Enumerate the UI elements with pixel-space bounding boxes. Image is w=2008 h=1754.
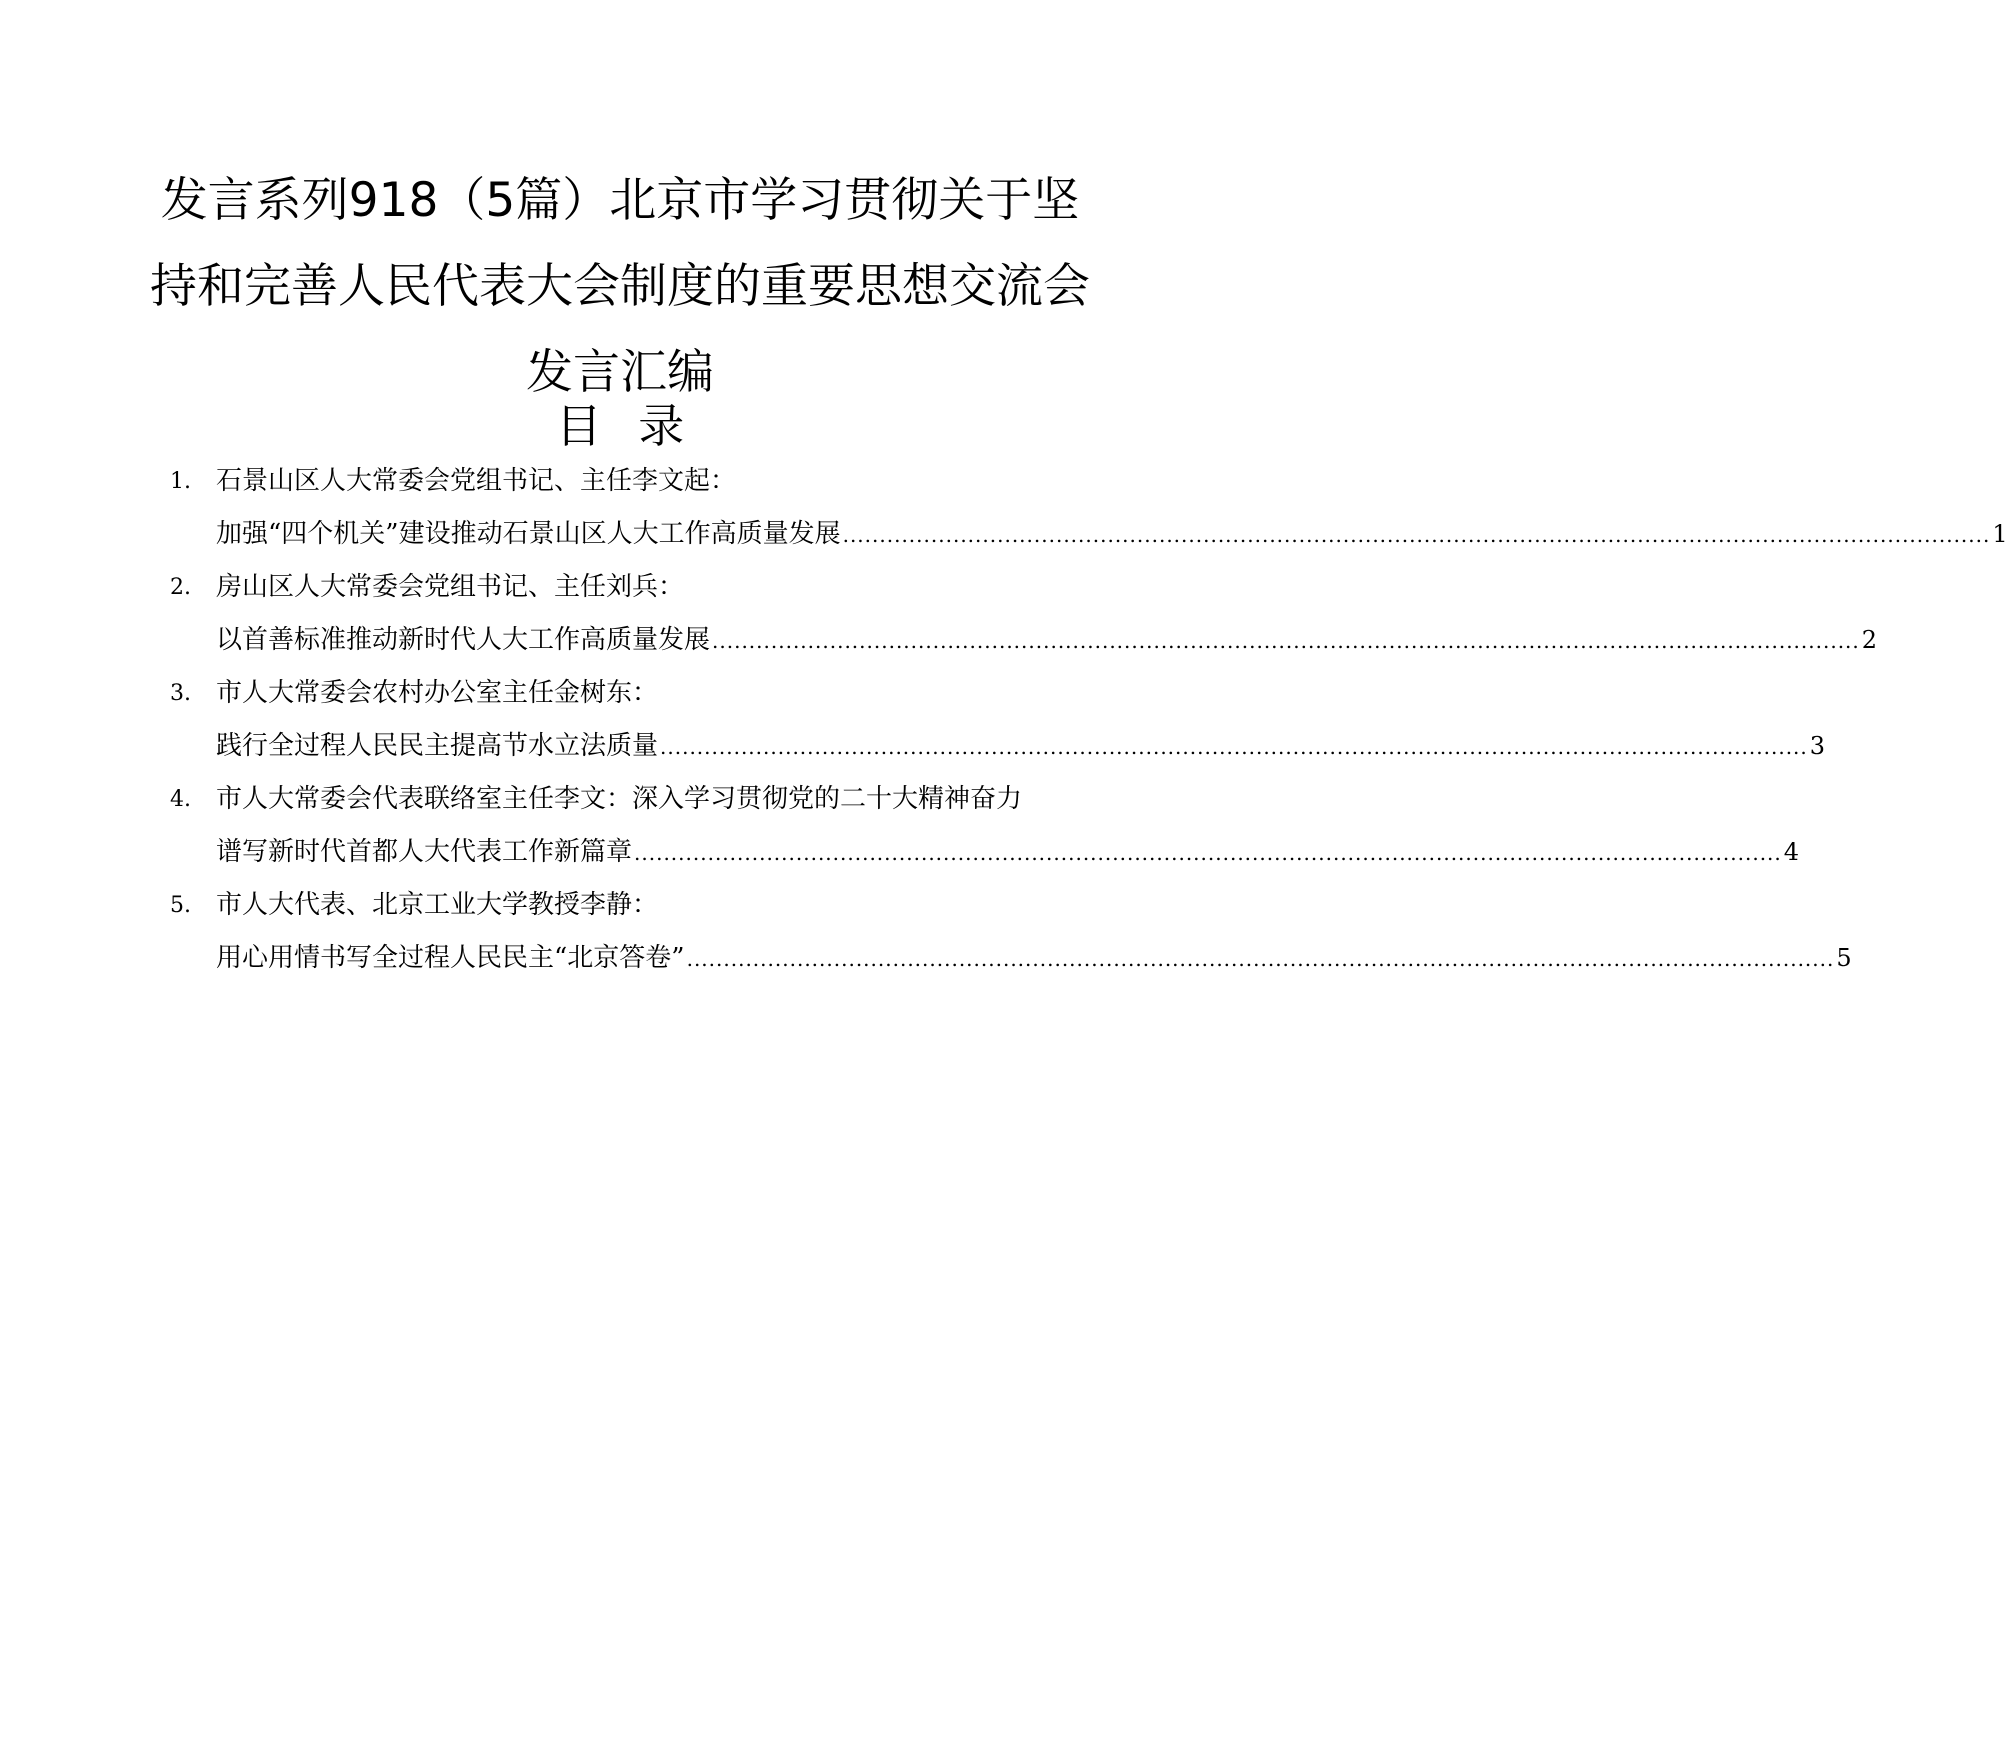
toc-entry-speaker: 房山区人大常委会党组书记、主任刘兵： (216, 572, 685, 602)
toc-entry-number: 5. (170, 893, 191, 918)
toc-entry-1[interactable] (170, 455, 2008, 561)
toc-entry-speaker: 市人大常委会代表联络室主任李文：深入学习贯彻党的二十大精神奋力 (216, 784, 1023, 814)
toc-entry-2[interactable] (170, 561, 1878, 667)
toc-entry-speaker: 石景山区人大常委会党组书记、主任李文起： (216, 466, 737, 496)
document-title (150, 158, 1090, 416)
toc-dot-leader: ............................................................................................................................................................ (842, 523, 1991, 547)
toc-entry-speaker: 市人大代表、北京工业大学教授李静： (216, 890, 659, 920)
table-of-contents (170, 455, 2008, 985)
title-line-1: 发言系列918（5篇）北京市学习贯彻关于坚 (160, 173, 1080, 228)
toc-entry-page: 1 (1992, 520, 2008, 548)
toc-entry-number: 2. (170, 575, 191, 600)
toc-entry-5[interactable] (170, 879, 1852, 985)
toc-dot-leader: ............................................................................................................................................................ (712, 629, 1860, 653)
title-line-2: 持和完善人民代表大会制度的重要思想交流会 (150, 259, 1090, 314)
toc-entry-4[interactable] (170, 773, 1800, 879)
toc-entry-number: 4. (170, 787, 191, 812)
toc-entry-page: 4 (1783, 838, 1800, 866)
toc-entry-page: 3 (1809, 732, 1826, 760)
toc-entry-speaker: 市人大常委会农村办公室主任金树东： (216, 678, 659, 708)
toc-entry-page: 5 (1836, 944, 1852, 972)
toc-entry-page: 2 (1861, 626, 1878, 654)
toc-entry-title[interactable]: 谱写新时代首都人大代表工作新篇章 (216, 837, 633, 867)
toc-entry-title[interactable]: 用心用情书写全过程人民民主“北京答卷” (216, 943, 685, 973)
toc-entry-title[interactable]: 加强“四个机关”建设推动石景山区人大工作高质量发展 (216, 519, 841, 549)
toc-heading: 目 录 (555, 399, 685, 453)
toc-entry-number: 3. (170, 681, 191, 706)
toc-entry-number: 1. (170, 469, 191, 494)
title-line-3: 发言汇编 (526, 345, 714, 400)
toc-entry-title[interactable]: 践行全过程人民民主提高节水立法质量 (216, 731, 659, 761)
toc-dot-leader: ............................................................................................................................................................ (660, 735, 1808, 759)
toc-dot-leader: ............................................................................................................................................................ (634, 841, 1782, 865)
toc-entry-title[interactable]: 以首善标准推动新时代人大工作高质量发展 (216, 625, 711, 655)
toc-entry-3[interactable] (170, 667, 1826, 773)
toc-dot-leader: ............................................................................................................................................................ (686, 947, 1835, 971)
